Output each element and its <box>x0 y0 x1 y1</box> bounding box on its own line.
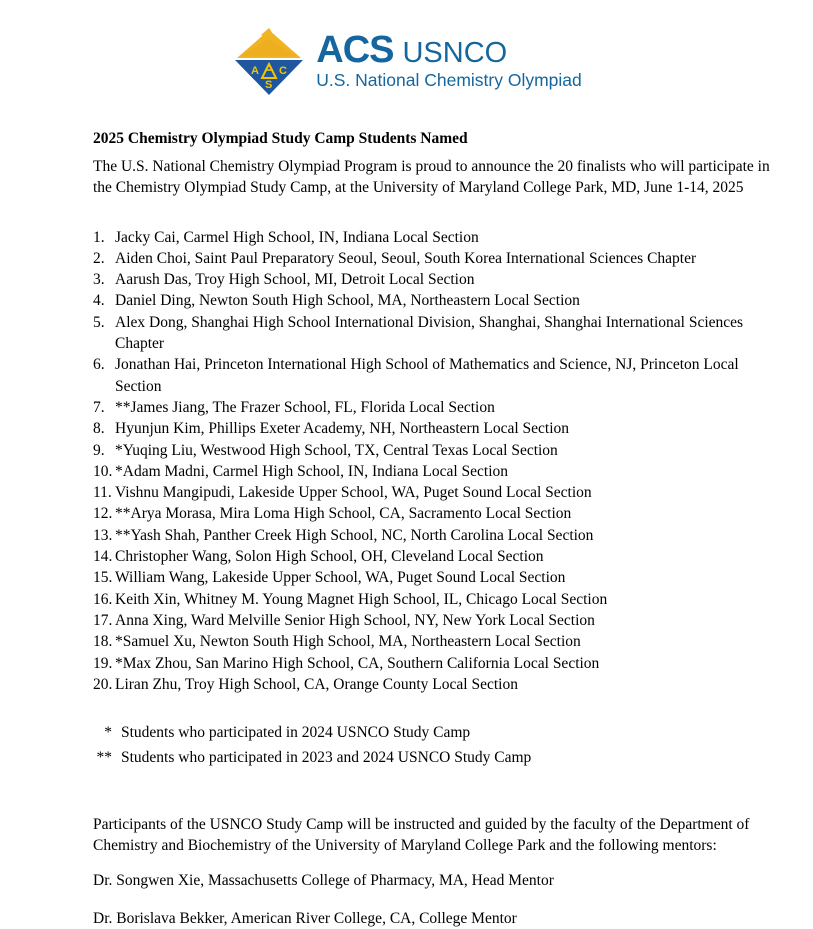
finalist-number: 11. <box>93 484 112 502</box>
footnote-single-asterisk <box>93 721 777 746</box>
acs-usnco-logo <box>0 0 813 102</box>
finalist-item <box>93 248 777 269</box>
finalist-text: Aiden Choi, Saint Paul Preparatory Seoul, Seoul, South Korea International Sciences Chapter <box>115 249 697 267</box>
finalist-text: *Adam Madni, Carmel High School, IN, Indiana Local Section <box>115 462 509 480</box>
finalist-text: Daniel Ding, Newton South High School, MA, Northeastern Local Section <box>115 292 580 310</box>
finalist-number: 16. <box>93 590 113 608</box>
emblem-letter-a: A <box>251 65 260 77</box>
finalist-text: Jacky Cai, Carmel High School, IN, Indiana Local Section <box>115 228 479 246</box>
finalist-text: Alex Dong, Shanghai High School International Division, Shanghai, Shanghai International Sciences Chapter <box>115 313 744 353</box>
emblem-letter-s: S <box>265 79 273 91</box>
finalist-number: 13. <box>93 526 113 544</box>
footnote-text: Students who participated in 2023 and 2024 USNCO Study Camp <box>121 748 532 766</box>
finalist-item <box>93 482 777 503</box>
mentor-line-head: Dr. Songwen Xie, Massachusetts College of Pharmacy, MA, Head Mentor <box>93 871 554 889</box>
finalist-item <box>93 227 777 248</box>
finalist-number: 17. <box>93 611 113 629</box>
finalist-number: 14. <box>93 548 113 566</box>
footnote-marker: ** <box>96 748 112 766</box>
page-title: 2025 Chemistry Olympiad Study Camp Students Named <box>93 130 468 147</box>
finalist-number: 7. <box>93 398 105 416</box>
logo-acs-text: ACS <box>316 29 394 71</box>
finalist-number: 6. <box>93 356 105 374</box>
finalist-item <box>93 525 777 546</box>
acs-emblem-icon <box>231 27 307 102</box>
emblem-letter-c: C <box>279 65 288 77</box>
finalist-item <box>93 589 777 610</box>
finalist-text: Vishnu Mangipudi, Lakeside Upper School, WA, Puget Sound Local Section <box>115 484 592 502</box>
finalist-text: **Arya Morasa, Mira Loma High School, CA, Sacramento Local Section <box>115 505 572 523</box>
finalist-list <box>93 227 777 696</box>
finalist-text: Jonathan Hai, Princeton International High School of Mathematics and Science, NJ, Princeton Local Section <box>115 356 739 395</box>
finalist-item <box>93 546 777 567</box>
finalist-text: Aarush Das, Troy High School, MI, Detroit Local Section <box>115 271 475 289</box>
finalist-text: *Yuqing Liu, Westwood High School, TX, Central Texas Local Section <box>115 441 558 459</box>
logo-wordmark <box>316 31 582 69</box>
footnote-double-asterisk <box>93 746 777 771</box>
finalist-number: 20. <box>93 675 113 693</box>
finalist-item <box>93 503 777 524</box>
finalist-item <box>93 674 777 695</box>
finalist-text: *Samuel Xu, Newton South High School, MA, Northeastern Local Section <box>115 633 581 651</box>
footnote-text: Students who participated in 2024 USNCO Study Camp <box>121 724 471 742</box>
footnote-marker: * <box>104 724 112 742</box>
finalist-item <box>93 418 777 439</box>
finalist-number: 9. <box>93 441 105 459</box>
finalist-number: 18. <box>93 633 113 651</box>
finalist-item <box>93 631 777 652</box>
finalist-item <box>93 610 777 631</box>
finalist-item <box>93 269 777 290</box>
finalist-text: *Max Zhou, San Marino High School, CA, Southern California Local Section <box>115 654 600 672</box>
intro-paragraph: The U.S. National Chemistry Olympiad Program is proud to announce the 20 finalists who will participate in the Chemistry Olympiad Study Camp, at the University of Maryland College Park, MD, June 1-14, 2025 <box>93 158 770 197</box>
finalist-item <box>93 354 777 397</box>
finalist-text: **Yash Shah, Panther Creek High School, NC, North Carolina Local Section <box>115 526 594 544</box>
logo-subtitle: U.S. National Chemistry Olympiad <box>316 70 582 90</box>
finalist-number: 1. <box>93 228 105 246</box>
finalist-text: **James Jiang, The Frazer School, FL, Florida Local Section <box>115 398 495 416</box>
finalist-text: Anna Xing, Ward Melville Senior High School, NY, New York Local Section <box>115 611 595 629</box>
finalist-item <box>93 567 777 588</box>
finalist-text: William Wang, Lakeside Upper School, WA, Puget Sound Local Section <box>115 569 566 587</box>
finalist-item <box>93 397 777 418</box>
finalist-text: Liran Zhu, Troy High School, CA, Orange County Local Section <box>115 675 518 693</box>
logo-usnco-text: USNCO <box>402 37 508 69</box>
finalist-number: 3. <box>93 271 105 289</box>
finalist-text: Keith Xin, Whitney M. Young Magnet High School, IL, Chicago Local Section <box>115 590 608 608</box>
finalist-item <box>93 290 777 311</box>
finalist-number: 10. <box>93 462 113 480</box>
finalist-number: 12. <box>93 505 113 523</box>
finalist-text: Christopher Wang, Solon High School, OH, Cleveland Local Section <box>115 548 544 566</box>
finalist-number: 4. <box>93 292 105 310</box>
footnotes <box>93 721 777 770</box>
finalist-item <box>93 653 777 674</box>
finalist-number: 2. <box>93 249 105 267</box>
document-body <box>93 128 777 929</box>
mentor-line-college: Dr. Borislava Bekker, American River College, CA, College Mentor <box>93 910 517 928</box>
finalist-text: Hyunjun Kim, Phillips Exeter Academy, NH, Northeastern Local Section <box>115 420 569 438</box>
finalist-item <box>93 312 777 355</box>
finalist-number: 15. <box>93 569 113 587</box>
finalist-item <box>93 440 777 461</box>
logo-text-block <box>316 27 582 91</box>
finalist-number: 8. <box>93 420 105 438</box>
closing-paragraph: Participants of the USNCO Study Camp will be instructed and guided by the faculty of the Department of Chemistry and Biochemistry of the University of Maryland College Park and the following mentors: <box>93 816 750 855</box>
finalist-item <box>93 461 777 482</box>
finalist-number: 5. <box>93 313 105 331</box>
finalist-number: 19. <box>93 654 113 672</box>
